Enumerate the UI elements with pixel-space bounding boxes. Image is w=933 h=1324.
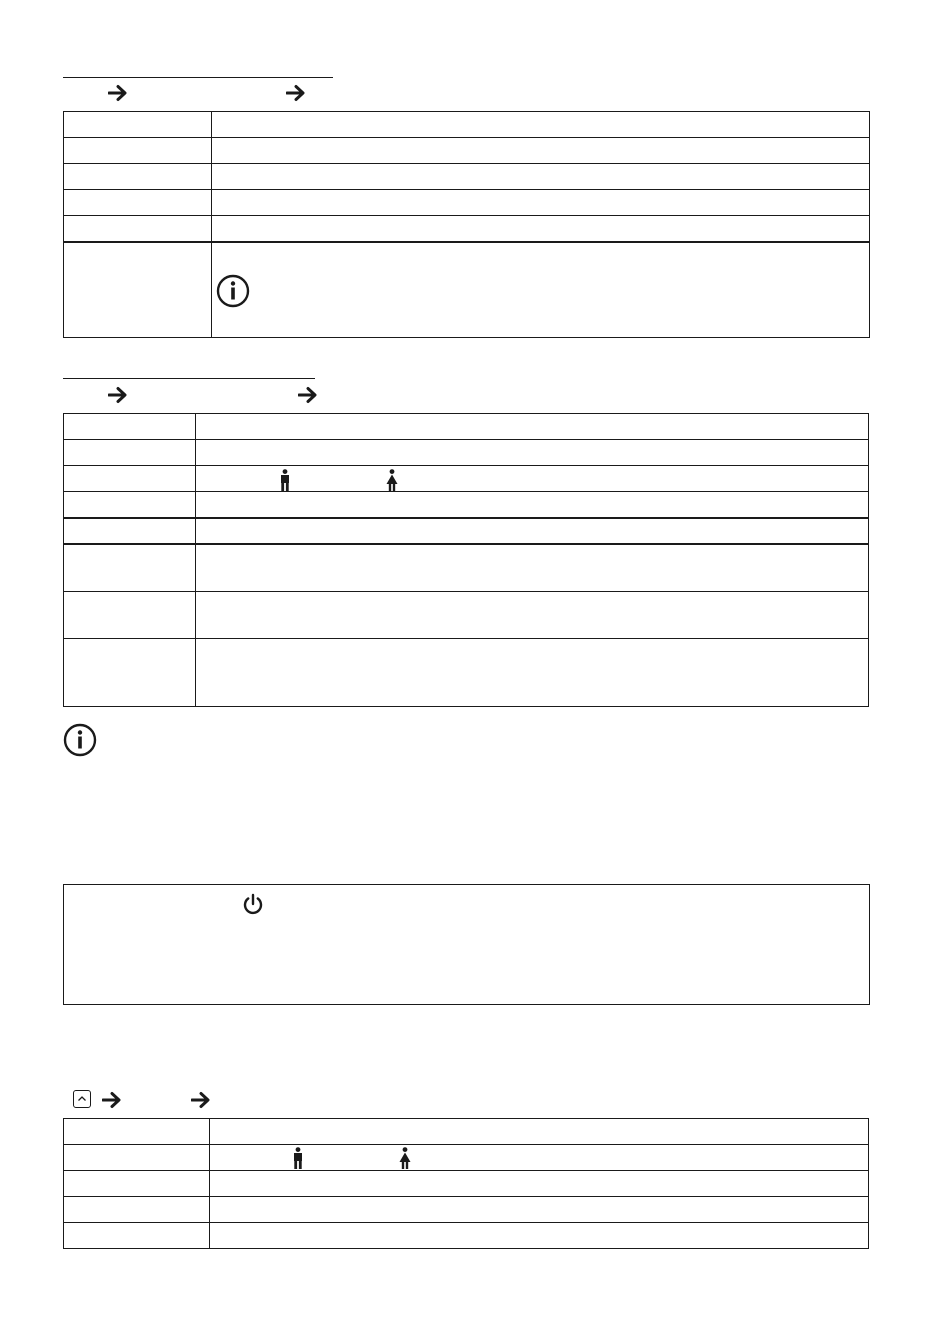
table-row	[64, 1145, 868, 1171]
right-arrow-icon	[102, 1091, 124, 1109]
right-arrow-icon	[191, 1091, 213, 1109]
section-2-heading-underline	[63, 378, 315, 379]
table-row	[64, 414, 868, 440]
settings-table-2	[63, 413, 869, 707]
male-person-icon	[279, 469, 291, 491]
table-row	[64, 216, 869, 243]
info-icon	[63, 723, 97, 757]
table-row	[64, 545, 868, 592]
chevron-up-key-icon	[73, 1090, 91, 1108]
table-row	[64, 190, 869, 216]
table-row	[64, 138, 869, 164]
section-1-heading-underline	[63, 77, 333, 78]
table-row	[64, 592, 868, 639]
settings-table-1	[63, 111, 870, 338]
table-row	[64, 1119, 868, 1145]
right-arrow-icon	[108, 386, 130, 404]
female-person-icon	[385, 469, 399, 491]
table-row	[64, 164, 869, 190]
table-row	[64, 519, 868, 545]
table-row	[64, 243, 869, 337]
table-row	[64, 639, 868, 706]
info-icon	[216, 274, 250, 308]
table-row	[64, 1171, 868, 1197]
male-person-icon	[292, 1147, 304, 1169]
table-row	[64, 112, 869, 138]
note-box	[63, 884, 870, 1005]
table-row	[64, 492, 868, 519]
table-row	[64, 466, 868, 492]
settings-table-3	[63, 1118, 869, 1249]
female-person-icon	[398, 1147, 412, 1169]
right-arrow-icon	[286, 84, 308, 102]
right-arrow-icon	[298, 386, 320, 404]
table-row	[64, 1223, 868, 1248]
table-row	[64, 1197, 868, 1223]
right-arrow-icon	[108, 84, 130, 102]
table-row	[64, 440, 868, 466]
power-icon	[242, 893, 264, 915]
